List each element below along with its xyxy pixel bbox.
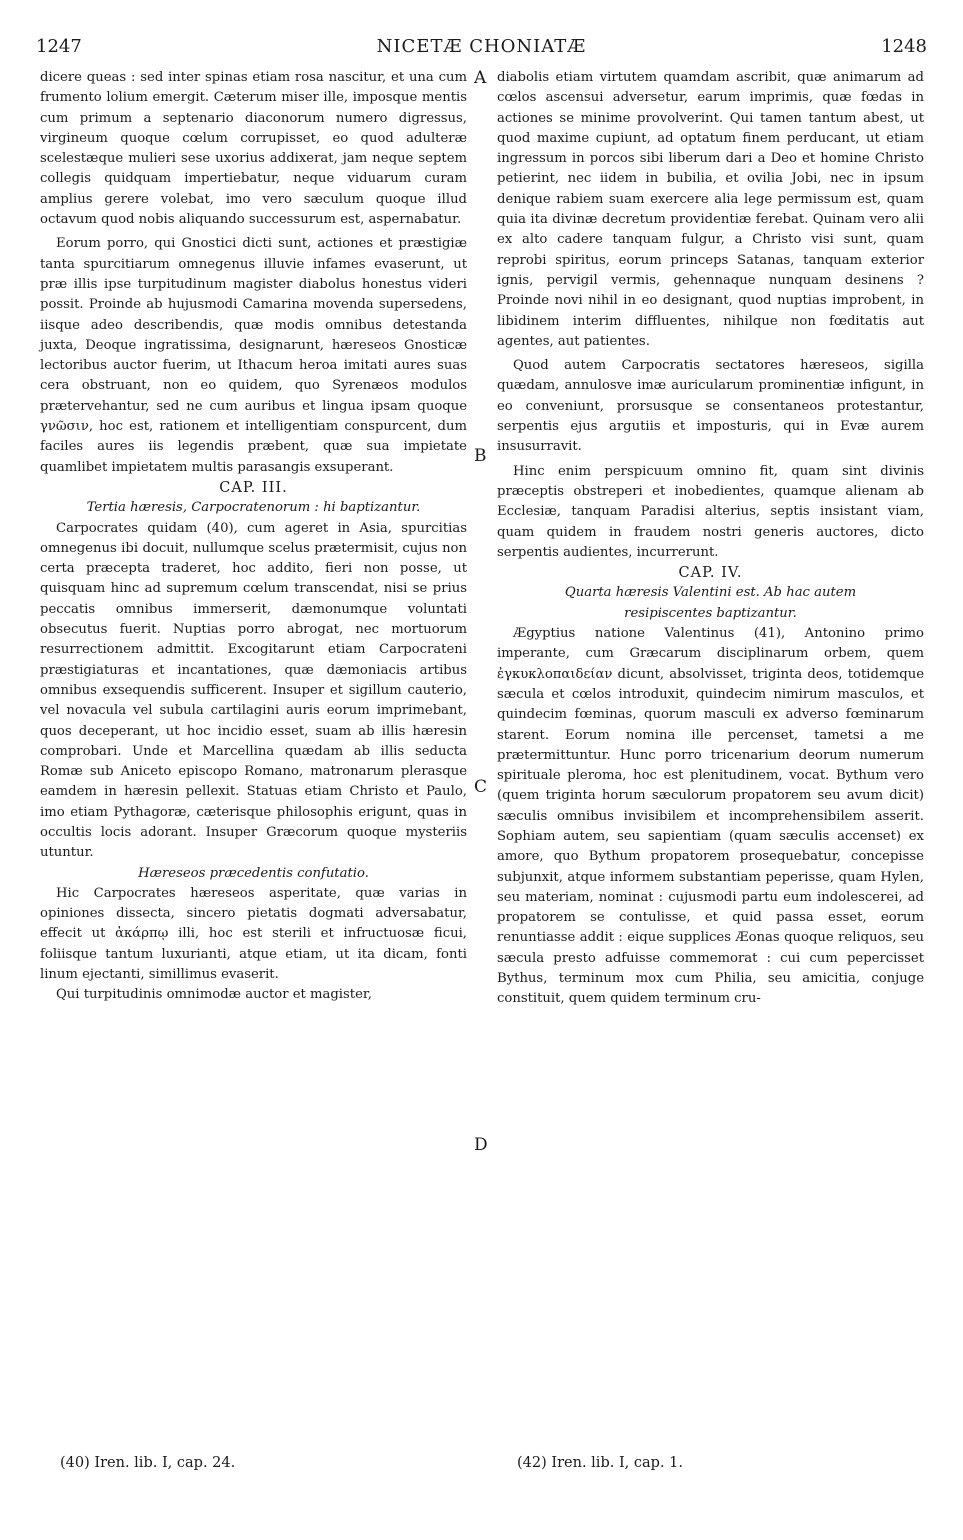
chapter-3-subtitle: Tertia hæresis, Carpocratenorum : hi baptizantur.	[86, 500, 421, 516]
chapter-4-subtitle-line-1: Quarta hæresis Valentini est. Ab hac autem	[564, 585, 857, 601]
left-paragraph-1: dicere queas : sed inter spinas etiam rosa nascitur, et una cum frumento lolium emergit. Cæterum miser ille, imposque mentis cum primum a septenario diaconorum numero digressus, virgineum quoque cœlum corrupisset, eo quod adulteræ scelestæque mulieri sese uxorius addixerat, jam neque septem collegis quidquam impertiebatur, neque viduarum curam amplius gerere volebat, imo vero sæculum quoque illud octavum quod nobis aliquando successurum est, aspernabatur.	[40, 70, 467, 228]
page-number-left: 1247	[36, 36, 82, 57]
left-paragraph-3: Carpocrates quidam (40), cum ageret in Asia, spurcitias omnegenus ibi docuit, nullumque scelus prætermisit, cujus non certa præcepta traderet, hoc addito, fieri non posse, ut quisquam hinc ad supremum cœlum transcendat, nisi se prius peccatis omnibus immerserit, dæmonumque voluntati obsecutus fuerit. Nuptias porro abrogat, nec mortuorum resurrectionem admittit. Excogitarunt etiam Carpocrateni præstigiaturas et incantationes, quæ dæmoniacis artibus omnibus exsequendis sufficerent. Insuper et sigillum cauterio, vel novacula vel subula cartilagini auris eorum imprimebant, quos deceperant, ut hoc incidio esset, suam ab illis hæresin comprobari. Unde et Marcellina quædam ab illis seducta Romæ sub Aniceto episcopo Romano, matronarum plerasque eamdem in hæresin pellexit. Statuas etiam Christo et Paulo, imo etiam Pythagoræ, cæterisque philosophis erigunt, quas in occultis locis adorant. Insuper Græcorum quoque mysteriis utuntur.	[40, 520, 467, 861]
right-paragraph-4: Ægyptius natione Valentinus (41), Antonino primo imperante, cum Græcarum disciplinarum orbem, quem ἐγκυκλοπαιδείαν dicunt, absolvisset, triginta deos, totidemque sæcula et cœlos introduxit, quindecim nimirum masculos, et quindecim fœminas, quorum masculi ex adverso fœminarum starent. Eorum nomina ille percenset, tametsi a me prætermittuntur. Hunc porro tricenarium deorum numerum spirituale pleroma, hoc est plenitudinem, vocat. Bythum vero (quem triginta horum sæculorum propatorem seu avum dicit) sæculis omnibus invisibilem et incomprehensibilem asserit. Sophiam autem, seu sapientiam (quam sæculis accenset) ex amore, quo Bythum propatorem prosequebatur, concepisse subjunxit, atque informem substantiam peperisse, quam Hylen, seu materiam, nominat : cujusmodi partu eum indolescerei, ad propatorem se contulisse, et quid passa esset, eorum renuntiasse addit : eique supplices Æonas quoque reliquos, seu sæcula presto adfuisse commemorat : cui cum pepercisset Bythus, terminum mox cum Philia, seu amicitia, conjuge constituit, quem quidem terminum cru-	[497, 626, 924, 1007]
footnote-right: (42) Iren. lib. I, cap. 1.	[517, 1455, 683, 1471]
chapter-4-subtitle-line-2: resipiscentes baptizantur.	[624, 605, 797, 621]
left-paragraph-5: Qui turpitudinis omnimodæ auctor et magister,	[56, 987, 372, 1003]
section-marker-a: A	[474, 68, 487, 88]
right-column	[497, 68, 924, 1010]
page-number-right: 1248	[881, 36, 927, 57]
left-paragraph-4: Hic Carpocrates hæreseos asperitate, quæ varias in opiniones dissecta, sincero pietatis dogmati adversabatur, effecit ut ἀκάρπῳ illi, hoc est sterili et infructuosæ ficui, foliisque tantum luxurianti, atque etiam, ut ita dicam, fonti linum ejectanti, simillimus evaserit.	[40, 885, 467, 983]
left-column	[40, 68, 467, 1006]
confutation-heading: Hæreseos præcedentis confutatio.	[138, 865, 369, 881]
section-marker-b: B	[474, 446, 487, 466]
section-marker-d: D	[474, 1135, 488, 1155]
right-paragraph-2: Quod autem Carpocratis sectatores hæreseos, sigilla quædam, annulosve imæ auricularum prominentiæ infigunt, in eo conveniunt, prorsusque se consentaneos protestantur, serpentis ejus argutiis et imposturis, qui in Evæ aurem insusurravit.	[497, 358, 924, 455]
right-paragraph-3: Hinc enim perspicuum omnino fit, quam sint divinis præceptis obstreperi et inobedientes, quamque alienam ab Ecclesiæ, tanquam Paradisi alterius, septis insistant viam, quam quidem in fraudem nostri generis auctores, dicto serpentis audientes, incurrerunt.	[497, 463, 924, 560]
chapter-4-title: CAP. IV.	[678, 565, 743, 582]
section-marker-c: C	[474, 777, 488, 797]
footnote-left: (40) Iren. lib. I, cap. 24.	[60, 1455, 236, 1471]
right-paragraph-1: diabolis etiam virtutem quamdam ascribit, quæ animarum ad cœlos ascensui adversetur, earum imprimis, quæ fœdas in actiones se minime provolverint. Qui tamen tantum abest, ut quod maxime cupiunt, ad optatum finem perducant, ut etiam ingressum in porcos sibi liberum dari a Deo et homine Christo petierint, nec iidem in bubilia, et ovilia Jobi, nec in ipsum denique rabiem suam exercere alia lege permissum est, quam quia ita divinæ decretum providentiæ ferebat. Quinam vero alii ex alto cadere tanquam fulgur, a Christo visi sunt, quam reprobi spiritus, eorum princeps Satanas, tanquam exterior ignis, pervigil vermis, gehennaque nunquam desinens ? Proinde novi nihil in eo designant, quod nuptias improbent, in libidinem interim diffluentes, nihilque non fœditatis aut agentes, aut patientes.	[497, 70, 924, 349]
running-header	[36, 36, 927, 62]
chapter-3-title: CAP. III.	[219, 479, 288, 496]
left-paragraph-2: Eorum porro, qui Gnostici dicti sunt, actiones et præstigiæ tanta spurcitiarum omnegenus illuvie infames evaserunt, ut præ illis ipse turpitudinum magister diabolus honestus videri possit. Proinde ab hujusmodi Camarina movenda supersedens, iisque adeo describendis, quæ modis omnibus detestanda juxta, Deoque ingratissima, designarunt, hæreseos Gnosticæ lectoribus auctor fuerim, ut Ithacum heroa imitati aures suas cera obstruant, non eo quidem, quo Syrenæos modulos prætervehantur, sed ne cum auribus et lingua ipsam quoque γνῶσιν, hoc est, rationem et intelligentiam conspurcent, dum faciles aures iis legendis præbent, quæ sua impietate quamlibet impietatem multis parasangis exsuperant.	[40, 236, 467, 475]
running-title: NICETÆ CHONIATÆ	[376, 36, 587, 57]
